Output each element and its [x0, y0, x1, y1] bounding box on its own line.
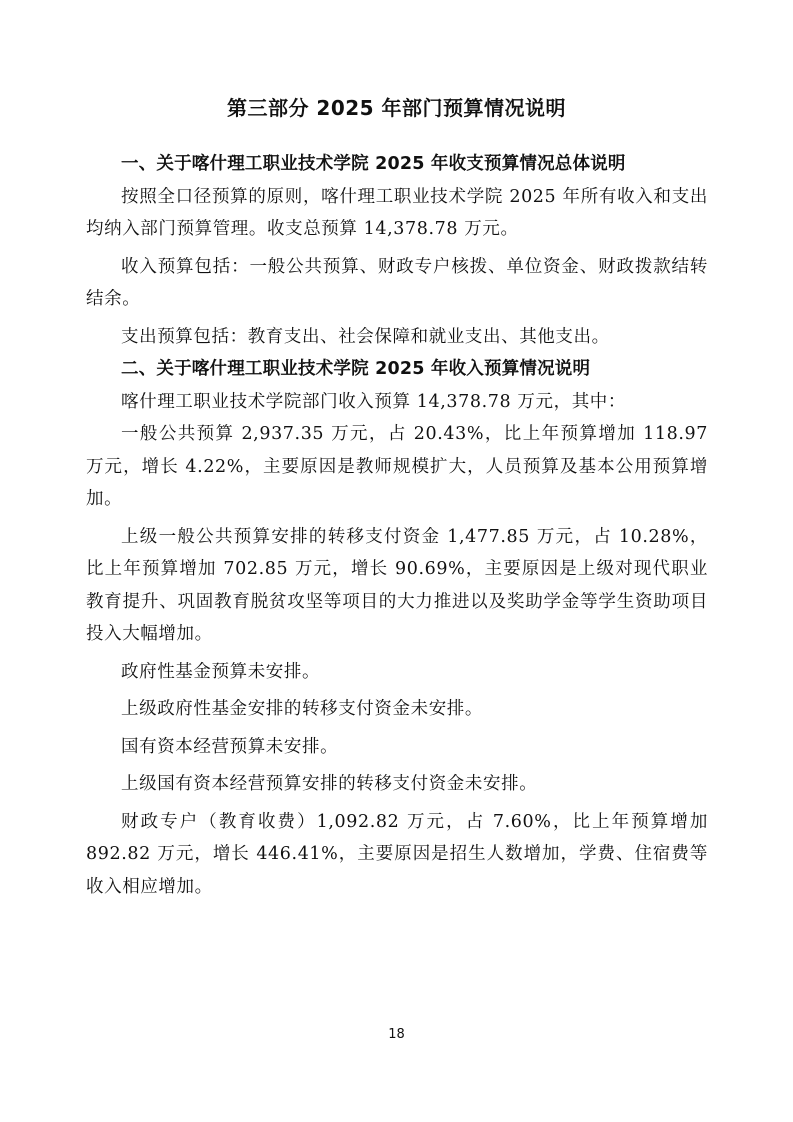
paragraph: 国有资本经营预算未安排。 [121, 736, 339, 757]
paragraph: 政府性基金预算未安排。 [121, 661, 321, 682]
page-number: 18 [388, 1027, 405, 1042]
paragraph: 喀什理工职业技术学院部门收入预算 14,378.78 万元，其中： [121, 391, 626, 412]
section-heading-1: 一、关于喀什理工职业技术学院 2025 年收支预算情况总体说明 [121, 154, 626, 174]
paragraph: 收入预算包括：一般公共预算、财政专户核拨、单位资金、财政拨款结转结余。 [86, 256, 708, 309]
paragraph: 按照全口径预算的原则，喀什理工职业技术学院 2025 年所有收入和支出均纳入部门预算管理。收支总预算 14,378.78 万元。 [86, 186, 708, 239]
paragraph: 财政专户（教育收费）1,092.82 万元，占 7.60%，比上年预算增加 892.82 万元，增长 446.41%，主要原因是招生人数增加，学费、住宿费等收入相应增加。 [86, 811, 708, 897]
paragraph: 支出预算包括：教育支出、社会保障和就业支出、其他支出。 [121, 326, 610, 347]
document-body [86, 148, 708, 903]
page-title: 第三部分 2025 年部门预算情况说明 [226, 96, 567, 120]
section-heading-2: 二、关于喀什理工职业技术学院 2025 年收入预算情况说明 [121, 359, 591, 379]
paragraph: 上级一般公共预算安排的转移支付资金 1,477.85 万元，占 10.28%，比上年预算增加 702.85 万元，增长 90.69%，主要原因是上级对现代职业教育提升、巩固教育脱贫攻坚等项目的大力推进以及奖助学金等学生资助项目投入大幅增加。 [86, 526, 708, 644]
paragraph: 一般公共预算 2,937.35 万元，占 20.43%，比上年预算增加 118.97 万元，增长 4.22%，主要原因是教师规模扩大，人员预算及基本公用预算增加。 [86, 424, 708, 509]
paragraph: 上级政府性基金安排的转移支付资金未安排。 [121, 699, 483, 719]
paragraph: 上级国有资本经营预算安排的转移支付资金未安排。 [121, 774, 538, 794]
